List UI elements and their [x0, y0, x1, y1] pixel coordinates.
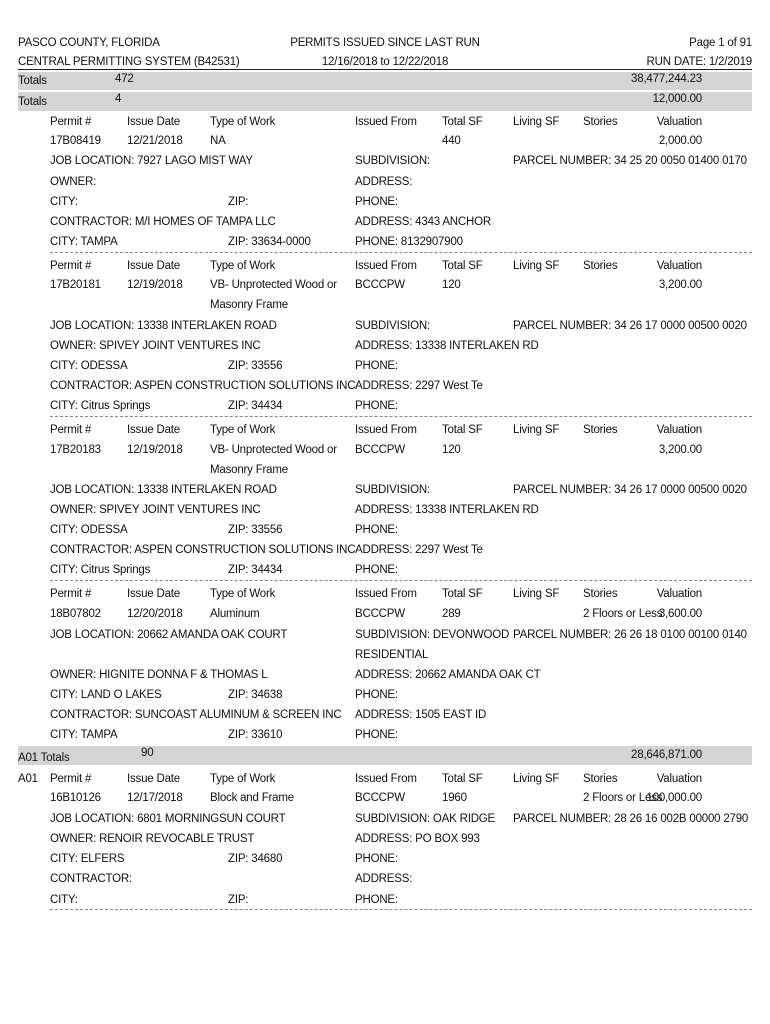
- issue-date: 12/20/2018: [127, 608, 183, 620]
- totals-label: Totals: [18, 96, 47, 108]
- col-label-issue-date: Issue Date: [127, 116, 180, 128]
- col-label-type-of-work: Type of Work: [210, 260, 276, 272]
- subdivision: SUBDIVISION:: [355, 320, 430, 332]
- owner: OWNER: SPIVEY JOINT VENTURES INC: [50, 504, 261, 516]
- owner-address: ADDRESS:: [355, 176, 413, 188]
- contractor-zip: ZIP: 34434: [228, 400, 283, 412]
- type-of-work: Aluminum: [210, 608, 260, 620]
- col-label-permit: Permit #: [50, 116, 92, 128]
- a01-totals-label: A01 Totals: [18, 752, 70, 764]
- contractor-zip: ZIP: 34434: [228, 564, 283, 576]
- total-sf: 289: [442, 608, 461, 620]
- record-divider: [50, 416, 752, 417]
- totals-count: 472: [115, 73, 134, 85]
- owner: OWNER: RENOIR REVOCABLE TRUST: [50, 833, 255, 845]
- col-label-total-sf: Total SF: [442, 588, 483, 600]
- col-label-type-of-work: Type of Work: [210, 116, 276, 128]
- contractor-phone: PHONE:: [355, 564, 398, 576]
- county-name: PASCO COUNTY, FLORIDA: [18, 37, 160, 49]
- issued-from: BCCCPW: [355, 608, 405, 620]
- col-label-valuation: Valuation: [656, 260, 702, 272]
- record-divider: [50, 580, 752, 581]
- col-label-living-sf: Living SF: [513, 424, 560, 436]
- subdivision: SUBDIVISION:: [355, 484, 430, 496]
- contractor: CONTRACTOR:: [50, 873, 132, 885]
- col-label-permit: Permit #: [50, 260, 92, 272]
- col-label-issue-date: Issue Date: [127, 588, 180, 600]
- contractor: CONTRACTOR: ASPEN CONSTRUCTION SOLUTIONS INC: [50, 380, 356, 392]
- owner-zip: ZIP: 33556: [228, 360, 283, 372]
- totals-amount: 38,477,244.23: [631, 73, 702, 85]
- owner: OWNER:: [50, 176, 97, 188]
- totals-amount: 12,000.00: [652, 93, 702, 105]
- col-label-living-sf: Living SF: [513, 773, 560, 785]
- total-sf: 440: [442, 135, 461, 147]
- contractor-address: ADDRESS: 2297 West Te: [355, 380, 483, 392]
- col-label-total-sf: Total SF: [442, 116, 483, 128]
- job-location: JOB LOCATION: 20662 AMANDA OAK COURT: [50, 629, 288, 641]
- col-label-type-of-work: Type of Work: [210, 773, 276, 785]
- col-label-stories: Stories: [583, 773, 618, 785]
- job-location: JOB LOCATION: 6801 MORNINGSUN COURT: [50, 813, 286, 825]
- permit-number: 17B08419: [50, 135, 101, 147]
- contractor-phone: PHONE: 8132907900: [355, 236, 463, 248]
- contractor-address: ADDRESS:: [355, 873, 413, 885]
- col-label-valuation: Valuation: [656, 588, 702, 600]
- date-range: 12/16/2018 to 12/22/2018: [321, 56, 449, 68]
- owner-zip: ZIP: 33556: [228, 524, 283, 536]
- valuation: 3,200.00: [658, 279, 702, 291]
- valuation: 3,200.00: [658, 444, 702, 456]
- totals-count: 4: [115, 93, 122, 105]
- owner-phone: PHONE:: [355, 360, 398, 372]
- a01-totals-amount: 28,646,871.00: [631, 749, 702, 761]
- job-location: JOB LOCATION: 13338 INTERLAKEN ROAD: [50, 484, 277, 496]
- total-sf: 120: [442, 444, 461, 456]
- col-label-issue-date: Issue Date: [127, 424, 180, 436]
- type-of-work-cont: Masonry Frame: [210, 299, 288, 311]
- parcel-number: PARCEL NUMBER: 28 26 16 002B 00000 2790: [513, 813, 749, 825]
- col-label-issued-from: Issued From: [355, 116, 417, 128]
- totals-label: Totals: [18, 75, 47, 87]
- owner-phone: PHONE:: [355, 853, 398, 865]
- job-location: JOB LOCATION: 13338 INTERLAKEN ROAD: [50, 320, 277, 332]
- contractor-city: CITY: TAMPA: [50, 729, 118, 741]
- col-label-stories: Stories: [583, 116, 618, 128]
- issue-date: 12/19/2018: [127, 279, 183, 291]
- contractor-phone: PHONE:: [355, 729, 398, 741]
- contractor-address: ADDRESS: 4343 ANCHOR: [355, 216, 491, 228]
- subdivision: SUBDIVISION: DEVONWOOD: [355, 629, 510, 641]
- col-label-stories: Stories: [583, 260, 618, 272]
- a01-totals-count: 90: [141, 747, 154, 759]
- permit-number: 16B10126: [50, 792, 101, 804]
- owner-address: ADDRESS: PO BOX 993: [355, 833, 480, 845]
- permit-number: 18B07802: [50, 608, 101, 620]
- col-label-valuation: Valuation: [656, 116, 702, 128]
- owner-zip: ZIP: 34680: [228, 853, 283, 865]
- col-label-issue-date: Issue Date: [127, 773, 180, 785]
- system-name: CENTRAL PERMITTING SYSTEM (B42531): [18, 56, 240, 68]
- owner: OWNER: SPIVEY JOINT VENTURES INC: [50, 340, 261, 352]
- contractor-phone: PHONE:: [355, 400, 398, 412]
- issued-from: BCCCPW: [355, 792, 405, 804]
- subdivision: SUBDIVISION:: [355, 155, 430, 167]
- permit-number: 17B20183: [50, 444, 101, 456]
- contractor-address: ADDRESS: 2297 West Te: [355, 544, 483, 556]
- contractor-zip: ZIP: 33634-0000: [228, 236, 311, 248]
- type-of-work: Block and Frame: [210, 792, 294, 804]
- contractor-city: CITY: Citrus Springs: [50, 400, 151, 412]
- owner: OWNER: HIGNITE DONNA F & THOMAS L: [50, 669, 268, 681]
- col-label-living-sf: Living SF: [513, 588, 560, 600]
- col-label-issued-from: Issued From: [355, 773, 417, 785]
- col-label-stories: Stories: [583, 588, 618, 600]
- parcel-number: PARCEL NUMBER: 26 26 18 0100 00100 0140: [513, 629, 747, 641]
- col-label-stories: Stories: [583, 424, 618, 436]
- contractor-city: CITY: Citrus Springs: [50, 564, 151, 576]
- owner-zip: ZIP:: [228, 196, 249, 208]
- owner-phone: PHONE:: [355, 524, 398, 536]
- report-title: PERMITS ISSUED SINCE LAST RUN: [290, 37, 480, 49]
- issue-date: 12/19/2018: [127, 444, 183, 456]
- contractor-phone: PHONE:: [355, 894, 398, 906]
- col-label-issued-from: Issued From: [355, 424, 417, 436]
- type-of-work: NA: [210, 135, 226, 147]
- owner-zip: ZIP: 34638: [228, 689, 283, 701]
- col-label-valuation: Valuation: [656, 773, 702, 785]
- col-label-total-sf: Total SF: [442, 424, 483, 436]
- owner-address: ADDRESS: 20662 AMANDA OAK CT: [355, 669, 541, 681]
- valuation: 100,000.00: [646, 792, 702, 804]
- issued-from: BCCCPW: [355, 444, 405, 456]
- parcel-number: PARCEL NUMBER: 34 26 17 0000 00500 0020: [513, 320, 747, 332]
- owner-city: CITY: ELFERS: [50, 853, 125, 865]
- total-sf: 120: [442, 279, 461, 291]
- contractor-city: CITY:: [50, 894, 78, 906]
- owner-city: CITY: ODESSA: [50, 524, 128, 536]
- col-label-valuation: Valuation: [656, 424, 702, 436]
- type-of-work: VB- Unprotected Wood or: [210, 279, 337, 291]
- owner-address: ADDRESS: 13338 INTERLAKEN RD: [355, 504, 539, 516]
- issue-date: 12/21/2018: [127, 135, 183, 147]
- valuation: 2,000.00: [658, 135, 702, 147]
- owner-city: CITY: ODESSA: [50, 360, 128, 372]
- contractor-address: ADDRESS: 1505 EAST ID: [355, 709, 487, 721]
- owner-city: CITY:: [50, 196, 78, 208]
- type-of-work: VB- Unprotected Wood or: [210, 444, 337, 456]
- subdivision-cont: RESIDENTIAL: [355, 649, 429, 661]
- stories: 2 Floors or Less: [583, 792, 663, 804]
- col-label-permit: Permit #: [50, 588, 92, 600]
- col-label-issue-date: Issue Date: [127, 260, 180, 272]
- col-label-permit: Permit #: [50, 773, 92, 785]
- type-of-work-cont: Masonry Frame: [210, 464, 288, 476]
- contractor-zip: ZIP: 33610: [228, 729, 283, 741]
- permit-number: 17B20181: [50, 279, 101, 291]
- col-label-type-of-work: Type of Work: [210, 424, 276, 436]
- header-rule: [18, 69, 752, 70]
- col-label-living-sf: Living SF: [513, 260, 560, 272]
- parcel-number: PARCEL NUMBER: 34 26 17 0000 00500 0020: [513, 484, 747, 496]
- owner-phone: PHONE:: [355, 689, 398, 701]
- owner-address: ADDRESS: 13338 INTERLAKEN RD: [355, 340, 539, 352]
- col-label-issued-from: Issued From: [355, 260, 417, 272]
- page-number: Page 1 of 91: [689, 37, 752, 49]
- run-date: RUN DATE: 1/2/2019: [646, 56, 752, 68]
- stories: 2 Floors or Less: [583, 608, 663, 620]
- subdivision: SUBDIVISION: OAK RIDGE: [355, 813, 496, 825]
- record-divider: [50, 909, 752, 910]
- col-label-total-sf: Total SF: [442, 773, 483, 785]
- contractor-zip: ZIP:: [228, 894, 249, 906]
- contractor: CONTRACTOR: M/I HOMES OF TAMPA LLC: [50, 216, 276, 228]
- col-label-total-sf: Total SF: [442, 260, 483, 272]
- contractor: CONTRACTOR: ASPEN CONSTRUCTION SOLUTIONS INC: [50, 544, 356, 556]
- col-label-living-sf: Living SF: [513, 116, 560, 128]
- contractor: CONTRACTOR: SUNCOAST ALUMINUM & SCREEN INC: [50, 709, 342, 721]
- issued-from: BCCCPW: [355, 279, 405, 291]
- col-label-type-of-work: Type of Work: [210, 588, 276, 600]
- owner-city: CITY: LAND O LAKES: [50, 689, 162, 701]
- col-label-permit: Permit #: [50, 424, 92, 436]
- col-label-issued-from: Issued From: [355, 588, 417, 600]
- job-location: JOB LOCATION: 7927 LAGO MIST WAY: [50, 155, 253, 167]
- total-sf: 1960: [442, 792, 467, 804]
- valuation: 3,600.00: [658, 608, 702, 620]
- owner-phone: PHONE:: [355, 196, 398, 208]
- issue-date: 12/17/2018: [127, 792, 183, 804]
- category-code: A01: [18, 773, 38, 785]
- parcel-number: PARCEL NUMBER: 34 25 20 0050 01400 0170: [513, 155, 747, 167]
- record-divider: [50, 252, 752, 253]
- contractor-city: CITY: TAMPA: [50, 236, 118, 248]
